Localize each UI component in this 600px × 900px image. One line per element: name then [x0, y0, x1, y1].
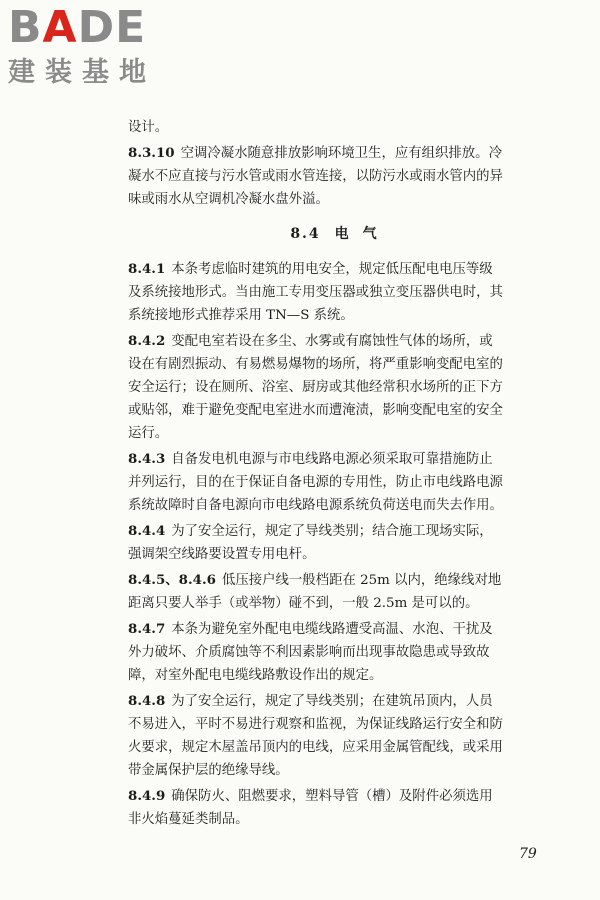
logo-letters-de: DE	[77, 2, 147, 53]
intro-line: 设计。	[128, 120, 169, 135]
section-number: 8.4	[290, 226, 321, 242]
clause-number: 8.3.10	[128, 145, 175, 161]
clause-number: 8.4.2	[128, 333, 166, 349]
clause-8-4-3: 8.4.3 自备发电机电源与市电线路电源必须采取可靠措施防止 并列运行，目的在于保证自备电源的专用性，防止市电线路电源 系统故障时自备电源向市电线路电源系统负荷送电而失去作用。	[128, 451, 503, 513]
clause-number: 8.4.8	[128, 693, 166, 709]
logo	[8, 4, 183, 90]
clause-number: 8.4.1	[128, 261, 166, 277]
logo-letter-a: A	[42, 2, 78, 53]
document-body	[128, 116, 553, 834]
clause-8-4-4: 8.4.4 为了安全运行，规定了导线类别；结合施工现场实际， 强调架空线路要设置专用电杆。	[128, 523, 493, 562]
clause-number: 8.4.7	[128, 621, 166, 637]
logo-letter-b: B	[8, 2, 43, 53]
clause-number: 8.4.3	[128, 451, 166, 467]
section-heading	[128, 223, 553, 246]
clause-8-3-10: 8.3.10 空调冷凝水随意排放影响环境卫生，应有组织排放。冷 凝水不应直接与污水管或雨水管连接，以防污水或雨水管内的异 味或雨水从空调机冷凝水盘外溢。	[128, 145, 503, 207]
clause-8-4-2: 8.4.2 变配电室若设在多尘、水雾或有腐蚀性气体的场所，或 设在有剧烈振动、有易燃易爆物的场所，将严重影响变配电室的 安全运行；设在厕所、浴室、厨房或其他经常积水场所的正下方 或贴邻，难于避免变配电室进水而遭淹渍，影响变配电室的安全 运行。	[128, 333, 503, 441]
clause-8-4-8: 8.4.8 为了安全运行，规定了导线类别；在建筑吊顶内，人员 不易进入，平时不易进行观察和监视，为保证线路运行安全和防 火要求，规定木屋盖吊顶内的电线，应采用金属管配线，或采用 带金属保护层的绝缘导线。	[128, 693, 503, 778]
clause-number: 8.4.9	[128, 788, 166, 804]
clause-8-4-1: 8.4.1 本条考虑临时建筑的用电安全，规定低压配电电压等级 及系统接地形式。当由施工专用变压器或独立变压器供电时，其 系统接地形式推荐采用 TN—S 系统。	[128, 261, 503, 323]
clause-8-4-9: 8.4.9 确保防火、阻燃要求，塑料导管（槽）及附件必须选用 非火焰蔓延类制品。	[128, 788, 493, 827]
clause-number: 8.4.5、8.4.6	[128, 572, 216, 588]
clause-8-4-5-8-4-6: 8.4.5、8.4.6 低压接户线一般档距在 25m 以内，绝缘线对地 距离只要人举手（或举物）碰不到，一般 2.5m 是可以的。	[128, 572, 502, 611]
clause-8-4-7: 8.4.7 本条为避免室外配电电缆线路遭受高温、水泡、干扰及 外力破坏、介质腐蚀等不利因素影响而出现事故隐患或导致故 障，对室外配电电缆线路敷设作出的规定。	[128, 621, 493, 683]
section-title: 电气	[334, 226, 391, 242]
logo-subtitle: 建装基地	[8, 57, 156, 88]
logo-wordmark	[8, 4, 183, 52]
page-number: 79	[519, 846, 537, 862]
clause-number: 8.4.4	[128, 523, 166, 539]
